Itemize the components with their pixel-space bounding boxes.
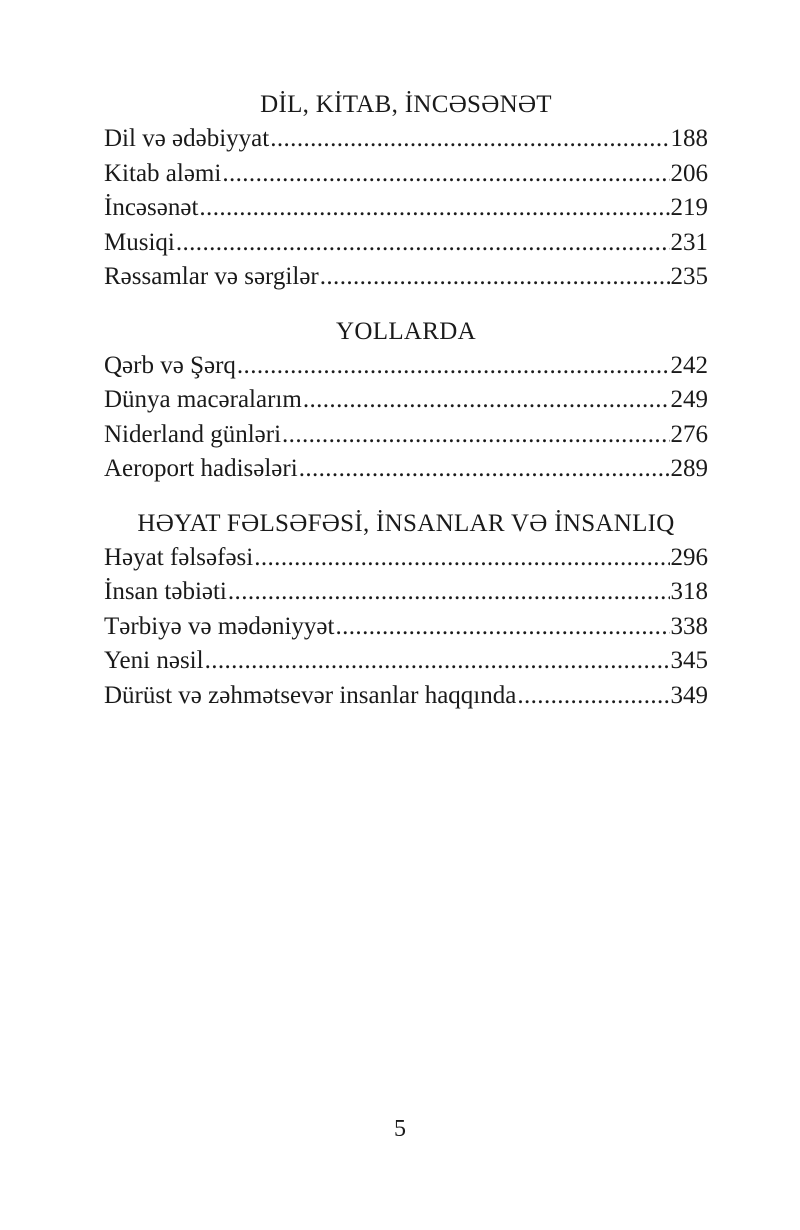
toc-entry[interactable] — [104, 644, 708, 679]
entry-page-number: 219 — [670, 194, 708, 221]
section-heading: YOLLARDA — [336, 317, 476, 345]
toc-entry[interactable] — [104, 452, 708, 487]
entry-page-number: 249 — [670, 386, 708, 413]
page-number: 5 — [394, 1116, 406, 1142]
toc-entry[interactable] — [104, 383, 708, 418]
toc-entry[interactable] — [104, 260, 708, 295]
toc-entry[interactable] — [104, 157, 708, 192]
dot-leader — [270, 122, 669, 157]
section-heading: DİL, KİTAB, İNCƏSƏNƏT — [260, 91, 552, 118]
dot-leader — [237, 349, 670, 384]
dot-leader — [335, 610, 669, 645]
toc-section-on-the-roads — [104, 315, 708, 487]
dot-leader — [303, 383, 670, 418]
toc-entry[interactable] — [104, 418, 708, 453]
entry-page-number: 349 — [670, 681, 708, 709]
entry-page-number: 235 — [670, 263, 708, 290]
toc-entry[interactable] — [104, 122, 708, 157]
toc-entry[interactable] — [104, 610, 708, 645]
toc-entry[interactable] — [104, 679, 708, 714]
dot-leader — [205, 644, 670, 679]
entry-page-number: 206 — [670, 159, 708, 187]
dot-leader — [320, 260, 670, 295]
entry-page-number: 276 — [670, 420, 708, 448]
entry-page-number: 296 — [670, 543, 708, 571]
dot-leader — [254, 541, 669, 576]
entry-title: Dünya macəralarım — [104, 386, 302, 413]
dot-leader — [228, 575, 670, 610]
table-of-contents — [104, 88, 708, 713]
entry-page-number: 345 — [670, 647, 708, 674]
entry-page-number: 231 — [670, 228, 708, 256]
dot-leader — [299, 452, 670, 487]
toc-entry[interactable] — [104, 191, 708, 226]
entry-title: Rəssamlar və sərgilər — [104, 263, 319, 290]
toc-entry[interactable] — [104, 226, 708, 261]
entry-title: İncəsənət — [104, 194, 199, 221]
entry-title: Həyat fəlsəfəsi — [104, 543, 254, 571]
entry-page-number: 242 — [670, 351, 708, 379]
dot-leader — [199, 191, 669, 226]
entry-title: Tərbiyə və mədəniyyət — [104, 612, 335, 640]
entry-title: Niderland günləri — [104, 420, 282, 448]
dot-leader — [176, 226, 670, 261]
entry-title: Yeni nəsil — [104, 647, 204, 674]
section-heading: HƏYAT FƏLSƏFƏSİ, İNSANLAR VƏ İNSANLIQ — [137, 509, 675, 537]
toc-section-life-philosophy — [104, 507, 708, 714]
entry-page-number: 188 — [670, 125, 708, 152]
toc-entry[interactable] — [104, 541, 708, 576]
dot-leader — [222, 157, 669, 192]
entry-title: Dürüst və zəhmətsevər insanlar haqqında — [104, 681, 517, 709]
toc-entry[interactable] — [104, 575, 708, 610]
toc-entry[interactable] — [104, 349, 708, 384]
entry-title: İnsan təbiəti — [104, 578, 227, 605]
dot-leader — [282, 418, 669, 453]
entry-title: Dil və ədəbiyyat — [104, 125, 270, 152]
toc-section-language-books-art — [104, 88, 708, 295]
entry-title: Kitab aləmi — [104, 159, 222, 187]
entry-page-number: 338 — [670, 612, 708, 640]
dot-leader — [517, 679, 669, 714]
entry-page-number: 318 — [670, 578, 708, 605]
entry-title: Aeroport hadisələri — [104, 455, 298, 482]
entry-title: Qərb və Şərq — [104, 351, 236, 379]
entry-title: Musiqi — [104, 228, 175, 256]
entry-page-number: 289 — [670, 455, 708, 482]
